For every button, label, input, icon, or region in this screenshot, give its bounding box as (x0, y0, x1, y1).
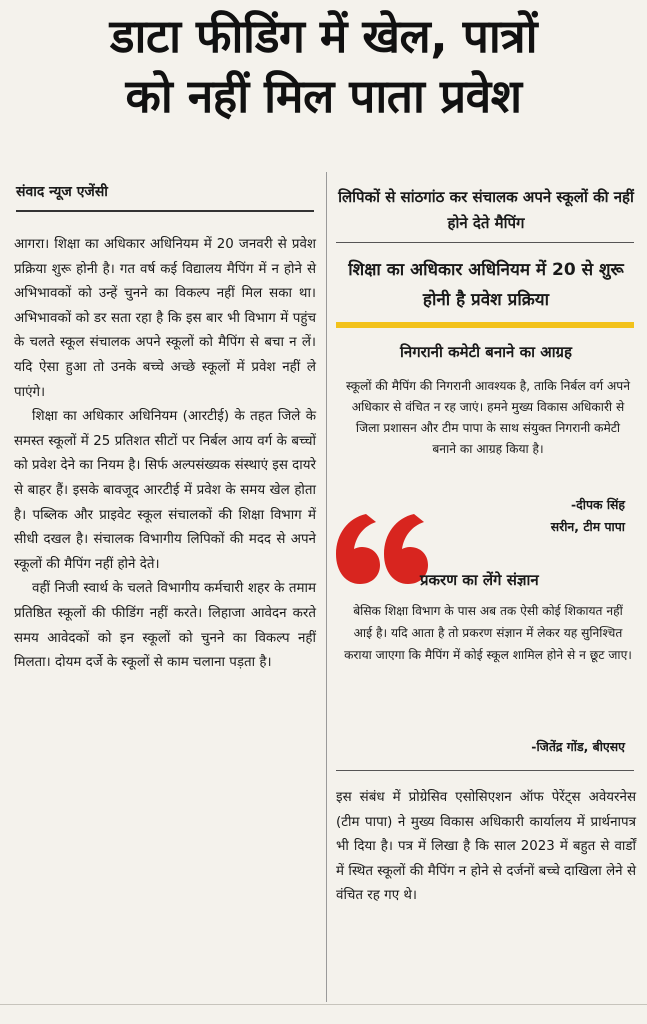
byline-rule (16, 210, 314, 212)
subhead-1-rule (336, 242, 634, 243)
headline-line-2: को नहीं मिल पाता प्रवेश (125, 69, 522, 123)
box-2-title: प्रकरण का लेंगे संज्ञान (420, 571, 539, 589)
subhead-2: शिक्षा का अधिकार अधिनियम में 20 से शुरू होनी है प्रवेश प्रक्रिया (348, 260, 624, 310)
left-paragraph-3: वहीं निजी स्वार्थ के चलते विभागीय कर्मचारी शहर के तमाम प्रतिष्ठित स्कूलों की फीडिंग नहीं करते। लिहाजा आवेदन करते समय आवेदकों को इन स्कूलों को चुनने का विकल्प नहीं मिलता। दोयम दर्जे के स्कूलों से काम चलाना पड़ता है। (14, 581, 316, 671)
quote-mark-icon (326, 492, 430, 602)
box-1-title: निगरानी कमेटी बनाने का आग्रह (400, 343, 572, 361)
left-paragraph-1: आगरा। शिक्षा का अधिकार अधिनियम में 20 जनवरी से प्रवेश प्रक्रिया शुरू होनी है। गत वर्ष कई विद्यालय मैपिंग में न होने से अभिभावकों को उन्हें चुनने का विकल्प नहीं मिल सका था। अभिभावकों को डर सता रहा है कि इस बार भी विभाग में पहुंच के चलते स्कूल संचालक अपने स्कूलों को मैपिंग से बचा न लें।यदि ऐसा हुआ तो उनके बच्चे अच्छे स्कूलों में प्रवेश नहीं ले पाएंगे। (14, 237, 316, 400)
box-2-signature: -जितेंद्र गोंड, बीएसए (531, 739, 625, 754)
subhead-1: लिपिकों से सांठगांठ कर संचालक अपने स्कूलों की नहीं होने देते मैपिंग (338, 188, 634, 232)
yellow-rule (336, 322, 634, 328)
headline-line-1: डाटा फीडिंग में खेल, पात्रों (109, 9, 538, 63)
left-column (14, 233, 316, 676)
left-paragraph-2: शिक्षा का अधिकार अधिनियम (आरटीई) के तहत जिले के समस्त स्कूलों में 25 प्रतिशत सीटों पर निर्बल आय वर्ग के बच्चों को प्रवेश देने का नियम है। सिर्फ अल्पसंख्यक संस्थाएं इस दायरे से बाहर हैं। इसके बावजूद आरटीई में प्रवेश के समय खेल होता है। पब्लिक और प्राइवेट स्कूल संचालकों की शिक्षा विभाग में सीधी दखल है। संचालक विभागीय लिपिकों की मदद से अपने स्कूलों की मैपिंग नहीं होने देते। (14, 409, 316, 572)
box-2-rule (336, 770, 634, 771)
bottom-rule (0, 1004, 647, 1005)
right-paragraph: इस संबंध में प्रोग्रेसिव एसोसिएशन ऑफ पेरेंट्स अवेयरनेस (टीम पापा) ने मुख्य विकास अधिकारी कार्यालय में प्रार्थनापत्र भी दिया है। पत्र में लिखा है कि साल 2023 में बहुत से वार्डों में स्थित स्कूलों की मैपिंग न होने से दर्जनों बच्चे दाखिला लेने से वंचित रह गए थे। (336, 790, 636, 904)
box-1-signature-line-1: -दीपक सिंह (571, 497, 625, 512)
headline (0, 6, 647, 126)
box-1-signature-line-2: सरीन, टीम पापा (550, 519, 625, 534)
box-1-signature (455, 494, 625, 538)
byline: संवाद न्यूज एजेंसी (16, 184, 108, 200)
right-column (336, 786, 636, 909)
box-2-text: बेसिक शिक्षा विभाग के पास अब तक ऐसी कोई शिकायत नहीं आई है। यदि आता है तो प्रकरण संज्ञान में लेकर यह सुनिश्चित कराया जाएगा कि मैपिंग में कोई स्कूल शामिल होने से न छूट जाए। (344, 604, 632, 662)
box-1-text: स्कूलों की मैपिंग की निगरानी आवश्यक है, ताकि निर्बल वर्ग अपने अधिकार से वंचित न रह जाएं। हमने मुख्य विकास अधिकारी से जिला प्रशासन और टीम पापा के साथ संयुक्त निगरानी कमेटी बनाने का आग्रह किया है। (346, 379, 630, 456)
